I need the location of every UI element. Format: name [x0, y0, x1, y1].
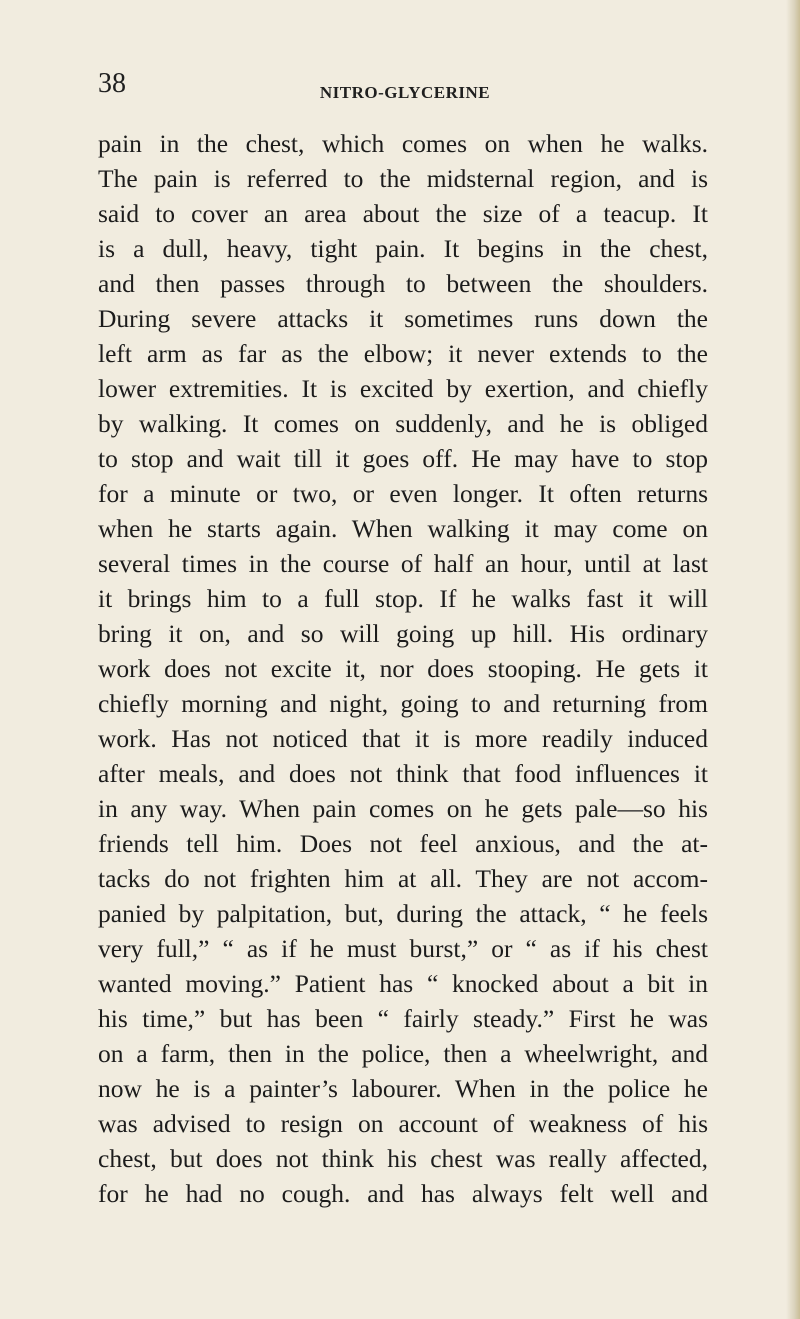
- text-line: friends tell him. Does not feel anxious, and the at-: [98, 829, 708, 858]
- text-line: chiefly morning and night, going to and returning from: [98, 689, 708, 718]
- text-line: and then passes through to between the shoulders.: [98, 269, 708, 298]
- body-text: [98, 126, 708, 1211]
- page-number: 38: [98, 68, 126, 99]
- text-line: lower extremities. It is excited by exertion, and chiefly: [98, 374, 708, 403]
- text-line: said to cover an area about the size of a teacup. It: [98, 199, 708, 228]
- text-line: was advised to resign on account of weakness of his: [98, 1109, 708, 1138]
- page-edge-shadow: [786, 0, 800, 1319]
- text-line: for he had no cough. and has always felt well and: [98, 1179, 708, 1208]
- text-line: panied by palpitation, but, during the attack, “ he feels: [98, 899, 708, 928]
- text-line: several times in the course of half an hour, until at last: [98, 549, 708, 578]
- text-line: chest, but does not think his chest was really affected,: [98, 1144, 708, 1173]
- text-line: bring it on, and so will going up hill. His ordinary: [98, 619, 708, 648]
- running-head: NITRO-GLYCERINE: [319, 83, 491, 102]
- text-line: work does not excite it, nor does stooping. He gets it: [98, 654, 708, 683]
- text-line: work. Has not noticed that it is more readily induced: [98, 724, 708, 753]
- text-line: his time,” but has been “ fairly steady.” First he was: [98, 1004, 708, 1033]
- text-line: wanted moving.” Patient has “ knocked about a bit in: [98, 969, 708, 998]
- text-line: is a dull, heavy, tight pain. It begins in the chest,: [98, 234, 708, 263]
- text-line: left arm as far as the elbow; it never extends to the: [98, 339, 708, 368]
- text-line: now he is a painter’s labourer. When in the police he: [98, 1074, 708, 1103]
- text-line: tacks do not frighten him at all. They are not accom-: [98, 864, 708, 893]
- text-line: it brings him to a full stop. If he walks fast it will: [98, 584, 708, 613]
- text-line: in any way. When pain comes on he gets pale—so his: [98, 794, 708, 823]
- text-line: for a minute or two, or even longer. It often returns: [98, 479, 708, 508]
- text-line: when he starts again. When walking it may come on: [98, 514, 708, 543]
- text-line: very full,” “ as if he must burst,” or “ as if his chest: [98, 934, 708, 963]
- text-line: pain in the chest, which comes on when he walks.: [98, 129, 708, 158]
- text-line: by walking. It comes on suddenly, and he is obliged: [98, 409, 708, 438]
- text-line: after meals, and does not think that food influences it: [98, 759, 708, 788]
- text-line: on a farm, then in the police, then a wheelwright, and: [98, 1039, 708, 1068]
- text-line: The pain is referred to the midsternal region, and is: [98, 164, 708, 193]
- text-line: to stop and wait till it goes off. He may have to stop: [98, 444, 708, 473]
- text-line: During severe attacks it sometimes runs down the: [98, 304, 708, 333]
